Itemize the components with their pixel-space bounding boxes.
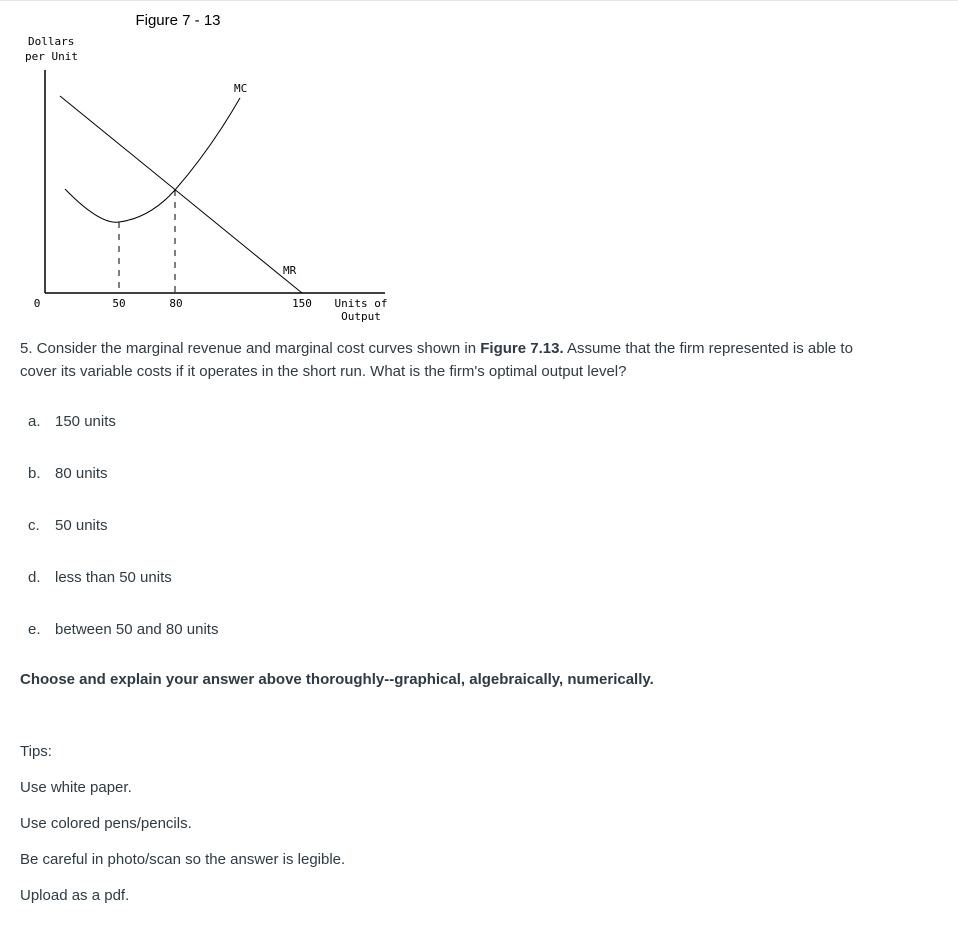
option-text: less than 50 units	[55, 569, 172, 586]
figure-7-13	[0, 0, 400, 330]
origin-label: 0	[33, 297, 41, 310]
mr-curve	[60, 96, 302, 293]
mr-label: MR	[283, 264, 297, 277]
tick-label-80: 80	[169, 297, 183, 310]
option-text: 80 units	[55, 465, 108, 482]
option-letter: a.	[28, 413, 41, 430]
option-e	[28, 621, 218, 638]
option-letter: d.	[28, 569, 41, 586]
option-letter: b.	[28, 465, 41, 482]
option-letter: e.	[28, 621, 41, 638]
option-text: between 50 and 80 units	[55, 621, 219, 638]
option-text: 150 units	[55, 413, 116, 430]
option-b	[28, 465, 108, 482]
option-c	[28, 517, 108, 534]
mc-label: MC	[234, 82, 248, 95]
option-letter: c.	[28, 517, 40, 534]
y-axis-label-line2: per Unit	[25, 50, 78, 63]
x-axis-label-line2: Output	[341, 310, 381, 323]
x-axis-label-line1: Units of	[334, 297, 388, 310]
tick-label-50: 50	[112, 297, 126, 310]
y-axis-label-line1: Dollars	[28, 35, 75, 48]
instruction-text: Choose and explain your answer above thoroughly--graphical, algebraically, numerically.	[20, 671, 654, 688]
figure-title: Figure 7 - 13	[135, 12, 221, 29]
mc-curve	[65, 98, 240, 222]
option-a	[28, 413, 116, 430]
tip-item: Upload as a pdf.	[20, 887, 130, 904]
option-d	[28, 569, 172, 586]
tick-label-150: 150	[292, 297, 312, 310]
tip-item: Be careful in photo/scan so the answer is legible.	[20, 851, 346, 868]
question-text: 5. Consider the marginal revenue and marginal cost curves shown in Figure 7.13. Assume that the firm represented is able to cover its variable costs if it operates in the short run. What is the firm's optimal output level?	[20, 340, 853, 380]
option-text: 50 units	[55, 517, 108, 534]
tip-item: Use white paper.	[20, 779, 132, 796]
tips-title: Tips:	[20, 743, 52, 760]
figure-reference: Figure 7.13.	[480, 340, 564, 357]
tip-item: Use colored pens/pencils.	[20, 815, 192, 832]
